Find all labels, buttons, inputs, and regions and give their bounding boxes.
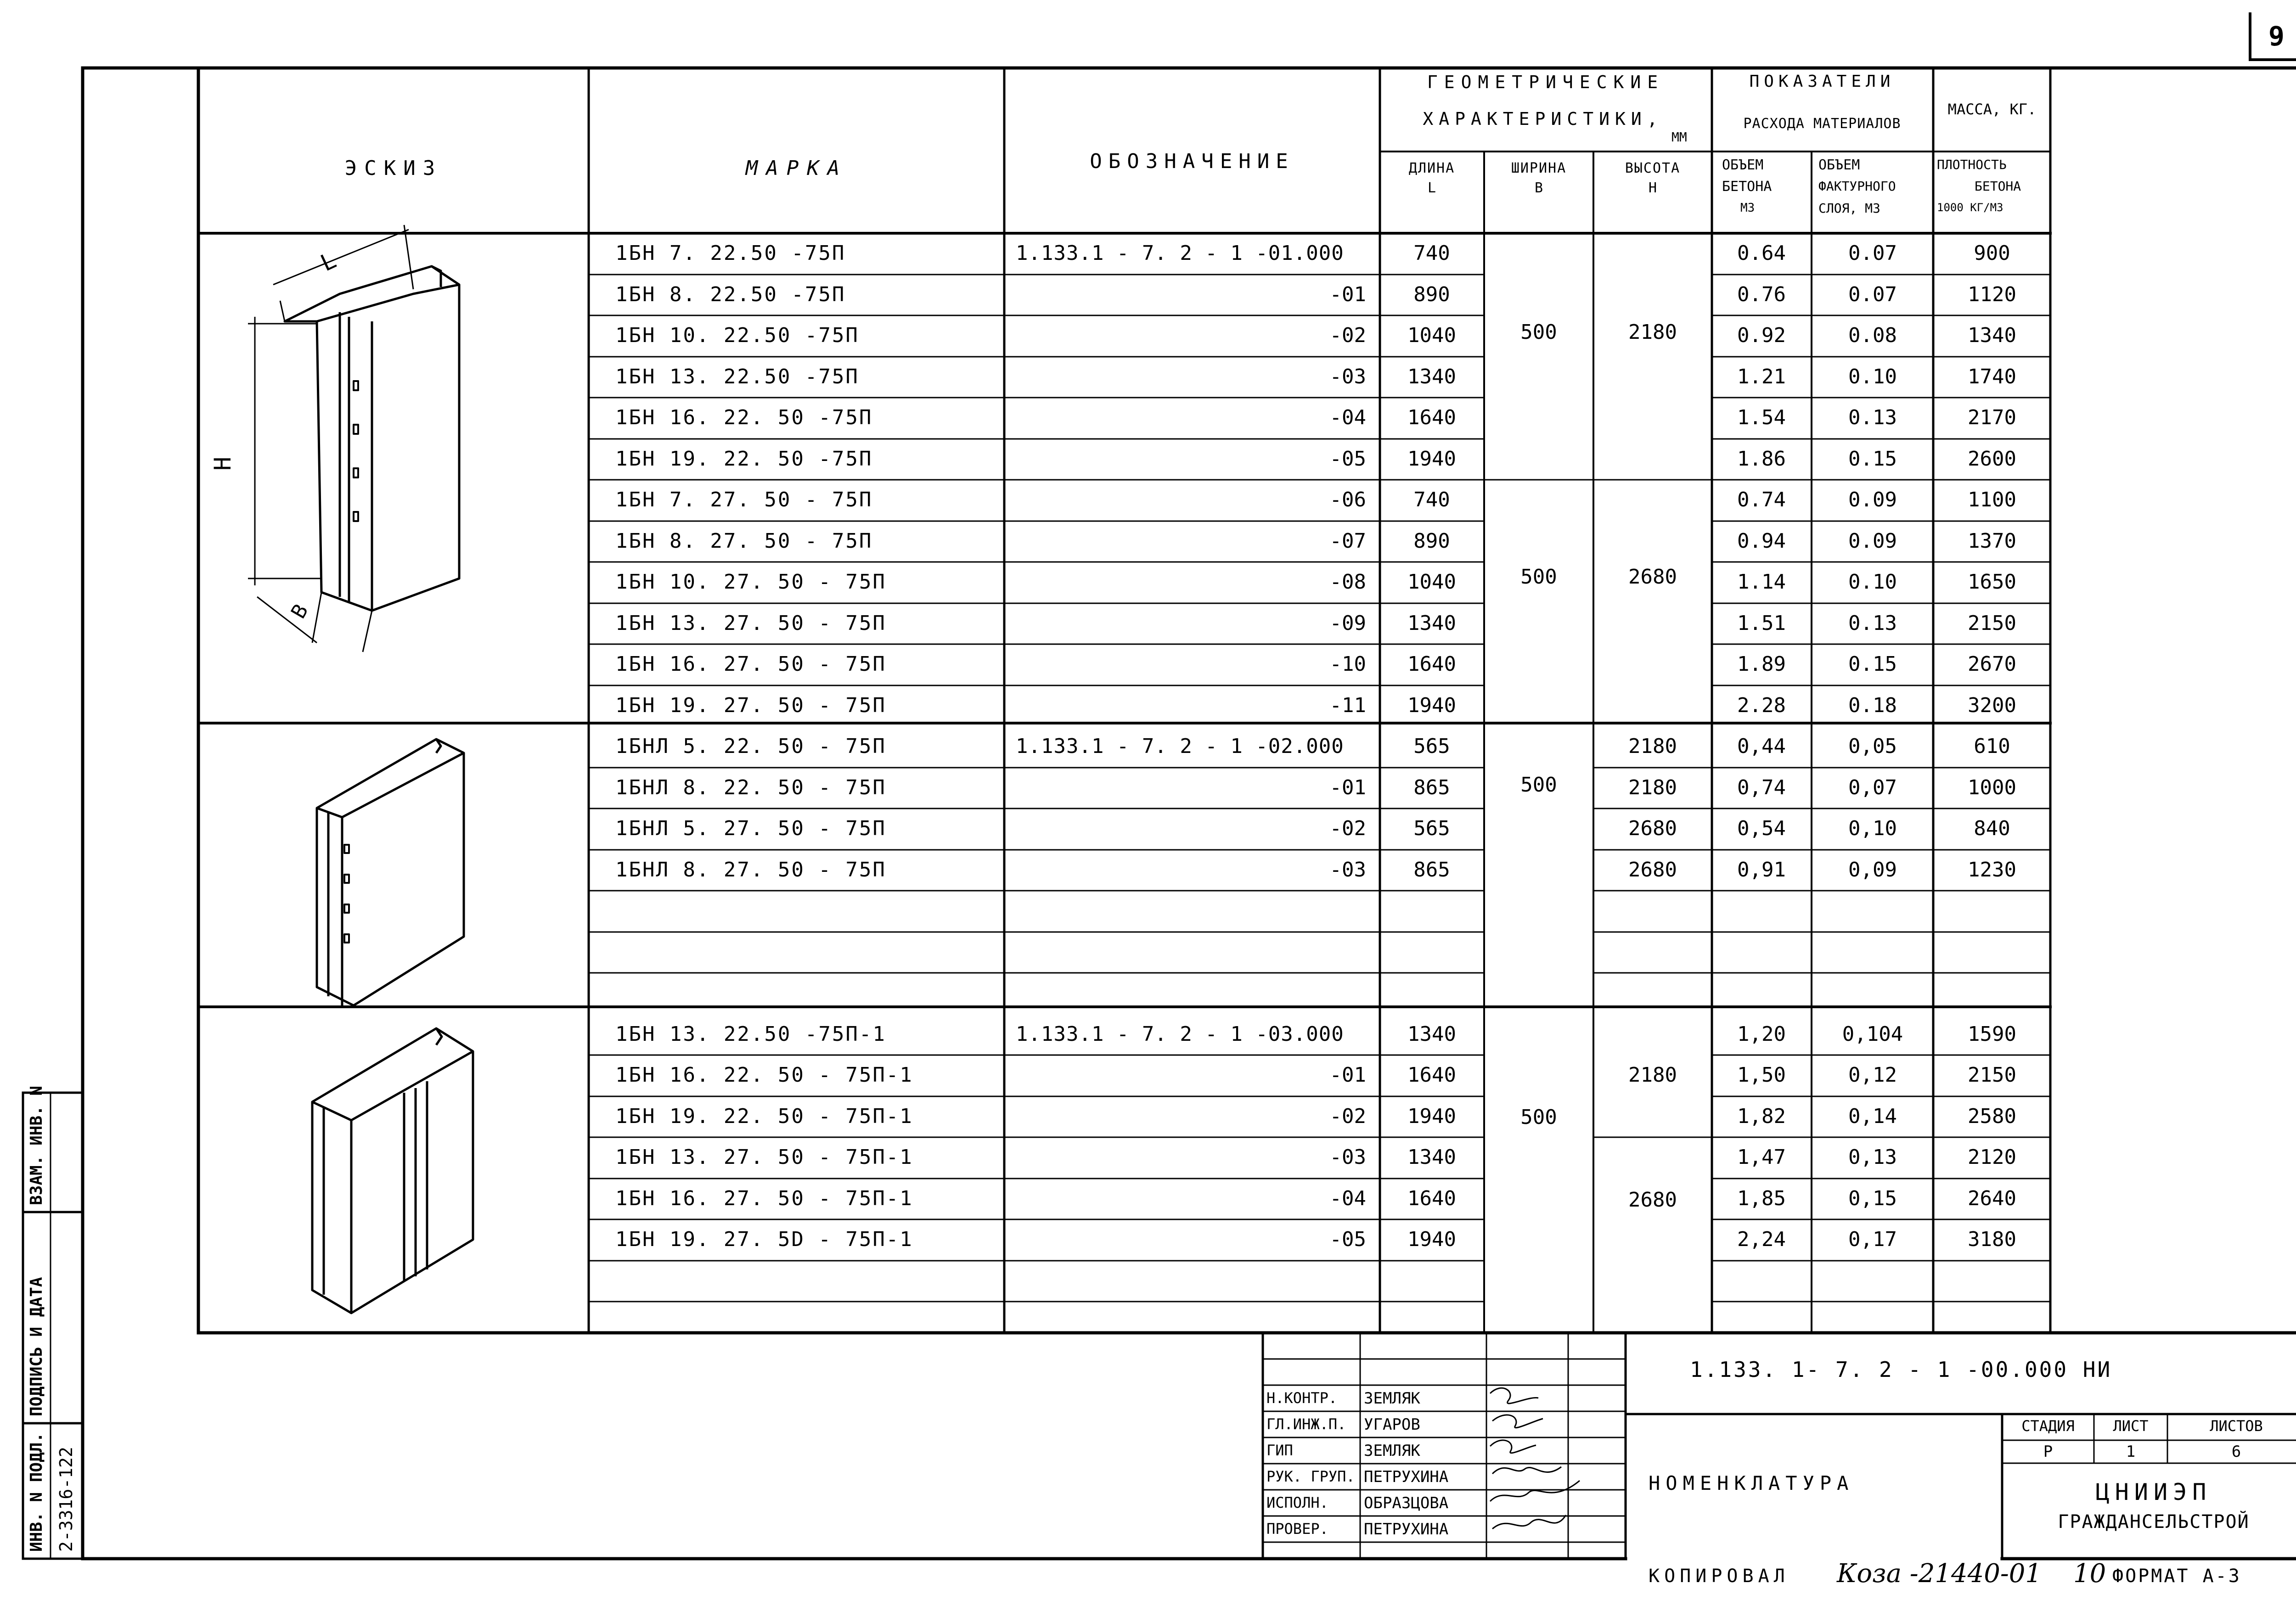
row-designation: -03 [1329,365,1366,388]
row-designation: -05 [1329,1228,1366,1251]
row-length: 1340 [1407,1022,1456,1046]
sheets-label: ЛИСТОВ [2210,1417,2263,1435]
staff-name: УГАРОВ [1364,1415,1420,1434]
row-height: 2180 [1628,735,1677,758]
row-length: 865 [1413,858,1450,881]
row-facing-volume: 0.13 [1848,406,1897,429]
row-mark: 1БН 7. 22.50 -75П [615,241,846,265]
row-facing-volume: 0.10 [1848,365,1897,388]
row-volume: 2,24 [1737,1228,1786,1251]
row-designation: -01 [1329,775,1366,799]
row-facing-volume: 0.09 [1848,488,1897,511]
row-density: 1340 [1968,324,2016,347]
header-geom-1: ГЕОМЕТРИЧЕСКИЕ [1427,72,1665,92]
row-mark: 1БН 13. 27. 50 - 75П [615,611,886,635]
header-length-2: L [1427,180,1436,196]
row-density: 1120 [1968,282,2016,306]
row-length: 1340 [1407,1145,1456,1169]
row-density: 2170 [1968,406,2016,429]
header-height-2: Н [1648,180,1657,196]
header-mat-2: РАСХОДА МАТЕРИАЛОВ [1743,116,1901,132]
staff-role: РУК. ГРУП. [1266,1468,1355,1485]
row-volume: 0.74 [1737,488,1786,511]
row-designation: -01 [1329,1063,1366,1087]
row-facing-volume: 0.09 [1848,529,1897,553]
row-length: 565 [1413,735,1450,758]
row-designation: -06 [1329,488,1366,511]
row-designation: -02 [1329,324,1366,347]
row-mark: 1БН 19. 22. 50 -75П [615,447,873,471]
row-volume: 1,85 [1737,1186,1786,1210]
row-facing-volume: 0.08 [1848,324,1897,347]
copied-number: 10 [2073,1559,2106,1589]
row-volume: 1.21 [1737,365,1786,388]
stamp-swap-label: ВЗАМ. ИНВ. N [27,1085,46,1205]
row-facing-volume: 0,14 [1848,1104,1897,1128]
row-length: 1340 [1407,365,1456,388]
row-volume: 0.92 [1737,324,1786,347]
row-density: 1590 [1968,1022,2016,1046]
header-vol-3: М3 [1740,201,1755,215]
row-length: 740 [1413,241,1450,265]
row-volume: 1.86 [1737,447,1786,471]
header-length-1: ДЛИНА [1408,160,1455,176]
row-length: 1940 [1407,447,1456,471]
row-volume: 0,74 [1737,775,1786,799]
row-mark: 1БН 10. 22.50 -75П [615,324,859,347]
row-designation: -10 [1329,652,1366,676]
row-facing-volume: 0.10 [1848,570,1897,594]
row-volume: 0,44 [1737,735,1786,758]
row-length: 1940 [1407,693,1456,717]
row-length: 890 [1413,282,1450,306]
row-mark: 1БН 19. 22. 50 - 75П-1 [615,1104,913,1128]
row-facing-volume: 0.18 [1848,693,1897,717]
row-length: 740 [1413,488,1450,511]
staff-name: ЗЕМЛЯК [1364,1442,1420,1460]
org-line-2: ГРАЖДАНСЕЛЬСТРОЙ [2058,1511,2250,1533]
group2-width: 500 [1520,773,1557,797]
row-length: 1940 [1407,1228,1456,1251]
row-facing-volume: 0.13 [1848,611,1897,635]
row-mark: 1БН 13. 22.50 -75П [615,365,859,388]
row-facing-volume: 0,15 [1848,1186,1897,1210]
header-width-2: В [1534,180,1543,196]
sketch-dim-H: Н [209,456,236,471]
row-designation: -11 [1329,693,1366,717]
group3-width: 500 [1520,1106,1557,1129]
copied-value: Коза -21440-01 [1837,1559,2042,1589]
staff-name: ОБРАЗЦОВА [1364,1494,1449,1512]
row-mark: 1БНЛ 8. 22. 50 - 75П [615,775,886,799]
row-designation: -04 [1329,406,1366,429]
row-volume: 1,50 [1737,1063,1786,1087]
row-length: 1040 [1407,324,1456,347]
row-density: 2120 [1968,1145,2016,1169]
row-volume: 2.28 [1737,693,1786,717]
row-mark: 1БН 10. 27. 50 - 75П [615,570,886,594]
group1-width: 500 [1520,320,1557,344]
row-facing-volume: 0.07 [1848,241,1897,265]
header-dens-3: 1000 КГ/М3 [1937,201,2003,214]
header-vol-2: БЕТОНА [1722,179,1772,195]
sketch-dim-L: L [316,247,340,277]
row-length: 865 [1413,775,1450,799]
row-designation: 1.133.1 - 7. 2 - 1 -03.000 [1016,1022,1344,1046]
row-designation: -08 [1329,570,1366,594]
staff-role: ГИП [1266,1442,1293,1459]
row-density: 1650 [1968,570,2016,594]
row-height: 2680 [1628,858,1677,881]
row-volume: 1.51 [1737,611,1786,635]
row-designation: -07 [1329,529,1366,553]
header-mat-1: ПОКАЗАТЕЛИ [1749,72,1895,91]
row-volume: 0.64 [1737,241,1786,265]
row-facing-volume: 0,09 [1848,858,1897,881]
header-geom-unit: ММ [1671,129,1687,145]
row-facing-volume: 0,17 [1848,1228,1897,1251]
row-facing-volume: 0,10 [1848,817,1897,840]
stamp-inv-label: ИНВ. N ПОДЛ. [27,1432,46,1552]
stage-value: Р [2043,1443,2053,1461]
header-designation: ОБОЗНАЧЕНИЕ [1090,150,1294,173]
row-mark: 1БН 16. 22. 50 -75П [615,406,873,429]
row-height: 2680 [1628,817,1677,840]
group3-height-b: 2680 [1628,1188,1677,1212]
row-density: 2670 [1968,652,2016,676]
row-volume: 0,54 [1737,817,1786,840]
row-designation: -09 [1329,611,1366,635]
header-fvol-3: СЛОЯ, М3 [1818,201,1880,216]
staff-role: ГЛ.ИНЖ.П. [1266,1415,1346,1433]
row-mark: 1БН 13. 22.50 -75П-1 [615,1022,886,1046]
row-volume: 1,20 [1737,1022,1786,1046]
row-volume: 0,91 [1737,858,1786,881]
row-facing-volume: 0,12 [1848,1063,1897,1087]
sheet-value: 1 [2126,1443,2136,1461]
row-mark: 1БН 16. 27. 50 - 75П-1 [615,1186,913,1210]
row-height: 2180 [1628,775,1677,799]
row-designation: -02 [1329,1104,1366,1128]
row-length: 1640 [1407,406,1456,429]
row-density: 1100 [1968,488,2016,511]
header-fvol-1: ОБЪЕМ [1818,157,1860,173]
header-width-1: ШИРИНА [1511,160,1567,176]
row-density: 900 [1974,241,2010,265]
row-facing-volume: 0,05 [1848,735,1897,758]
row-mark: 1БН 8. 27. 50 - 75П [615,529,873,553]
row-designation: 1.133.1 - 7. 2 - 1 -02.000 [1016,735,1344,758]
staff-role: ИСПОЛН. [1266,1494,1328,1511]
row-mark: 1БН 13. 27. 50 - 75П-1 [615,1145,913,1169]
row-length: 890 [1413,529,1450,553]
org-line-1: ЦНИИЭП [2095,1479,2212,1505]
staff-name: ЗЕМЛЯК [1364,1389,1420,1408]
group3-height-a: 2180 [1628,1063,1677,1087]
row-mark: 1БН 7. 27. 50 - 75П [615,488,873,511]
header-dens-1: ПЛОТНОСТЬ [1937,157,2007,172]
row-density: 2580 [1968,1104,2016,1128]
header-sketch: ЭСКИЗ [344,157,443,180]
row-designation: -03 [1329,858,1366,881]
row-volume: 0.76 [1737,282,1786,306]
stamp-sign-label: ПОДПИСЬ И ДАТА [27,1277,46,1416]
row-density: 3180 [1968,1228,2016,1251]
row-facing-volume: 0,104 [1842,1022,1903,1046]
row-facing-volume: 0.15 [1848,652,1897,676]
row-length: 1040 [1407,570,1456,594]
row-designation: -05 [1329,447,1366,471]
row-density: 2640 [1968,1186,2016,1210]
group1-height-b: 2680 [1628,565,1677,589]
row-volume: 1.14 [1737,570,1786,594]
stage-label: СТАДИЯ [2021,1417,2075,1435]
sketch-dim-B: В [287,600,313,623]
row-mark: 1БНЛ 5. 22. 50 - 75П [615,735,886,758]
staff-role: ПРОВЕР. [1266,1520,1328,1538]
row-density: 2150 [1968,611,2016,635]
row-volume: 1.54 [1737,406,1786,429]
row-facing-volume: 0.15 [1848,447,1897,471]
page-number: 9 [2268,21,2285,52]
row-length: 1640 [1407,1186,1456,1210]
header-fvol-2: ФАКТУРНОГО [1818,179,1896,194]
row-designation: -04 [1329,1186,1366,1210]
row-designation: -02 [1329,817,1366,840]
header-height-1: ВЫСОТА [1625,160,1681,176]
row-mark: 1БН 16. 27. 50 - 75П [615,652,886,676]
row-density: 3200 [1968,693,2016,717]
row-density: 1230 [1968,858,2016,881]
row-length: 1340 [1407,611,1456,635]
row-length: 1640 [1407,1063,1456,1087]
row-facing-volume: 0,07 [1848,775,1897,799]
row-mark: 1БН 16. 22. 50 - 75П-1 [615,1063,913,1087]
row-volume: 1,47 [1737,1145,1786,1169]
header-dens-2: БЕТОНА [1975,179,2021,194]
row-mark: 1БН 8. 22.50 -75П [615,282,846,306]
row-mark: 1БН 19. 27. 50 - 75П [615,693,886,717]
row-volume: 1,82 [1737,1104,1786,1128]
row-density: 1740 [1968,365,2016,388]
row-density: 610 [1974,735,2010,758]
row-length: 1640 [1407,652,1456,676]
row-facing-volume: 0.07 [1848,282,1897,306]
row-mark: 1БН 19. 27. 5D - 75П-1 [615,1228,913,1251]
row-density: 1000 [1968,775,2016,799]
row-mark: 1БНЛ 5. 27. 50 - 75П [615,817,886,840]
row-density: 2150 [1968,1063,2016,1087]
row-facing-volume: 0,13 [1848,1145,1897,1169]
staff-name: ПЕТРУХИНА [1364,1520,1449,1538]
sheet-label: ЛИСТ [2113,1417,2149,1435]
row-density: 2600 [1968,447,2016,471]
row-designation: -03 [1329,1145,1366,1169]
doc-title: НОМЕНКЛАТУРА [1649,1472,1854,1494]
row-density: 840 [1974,817,2010,840]
row-designation: 1.133.1 - 7. 2 - 1 -01.000 [1016,241,1344,265]
row-length: 1940 [1407,1104,1456,1128]
copied-label: КОПИРОВАЛ [1649,1566,1790,1587]
group1-width-b: 500 [1520,565,1557,589]
group1-height-a: 2180 [1628,320,1677,344]
header-geom-2: ХАРАКТЕРИСТИКИ, [1423,109,1663,129]
row-density: 1370 [1968,529,2016,553]
row-mark: 1БНЛ 8. 27. 50 - 75П [615,858,886,881]
header-mark: МАРКА [745,157,848,180]
header-mass: МАССА, КГ. [1947,101,2037,118]
row-length: 565 [1413,817,1450,840]
row-volume: 1.89 [1737,652,1786,676]
staff-name: ПЕТРУХИНА [1364,1468,1449,1486]
row-designation: -01 [1329,282,1366,306]
sheets-value: 6 [2231,1443,2241,1461]
staff-role: Н.КОНТР. [1266,1389,1338,1407]
doc-code: 1.133. 1- 7. 2 - 1 -00.000 НИ [1690,1357,2112,1382]
row-volume: 0.94 [1737,529,1786,553]
signatures [1490,1388,1580,1529]
stamp-inv-value: 2-3316-122 [56,1447,76,1552]
sheet-format: ФОРМАТ А-3 [2112,1566,2241,1587]
header-vol-1: ОБЪЕМ [1722,157,1764,173]
